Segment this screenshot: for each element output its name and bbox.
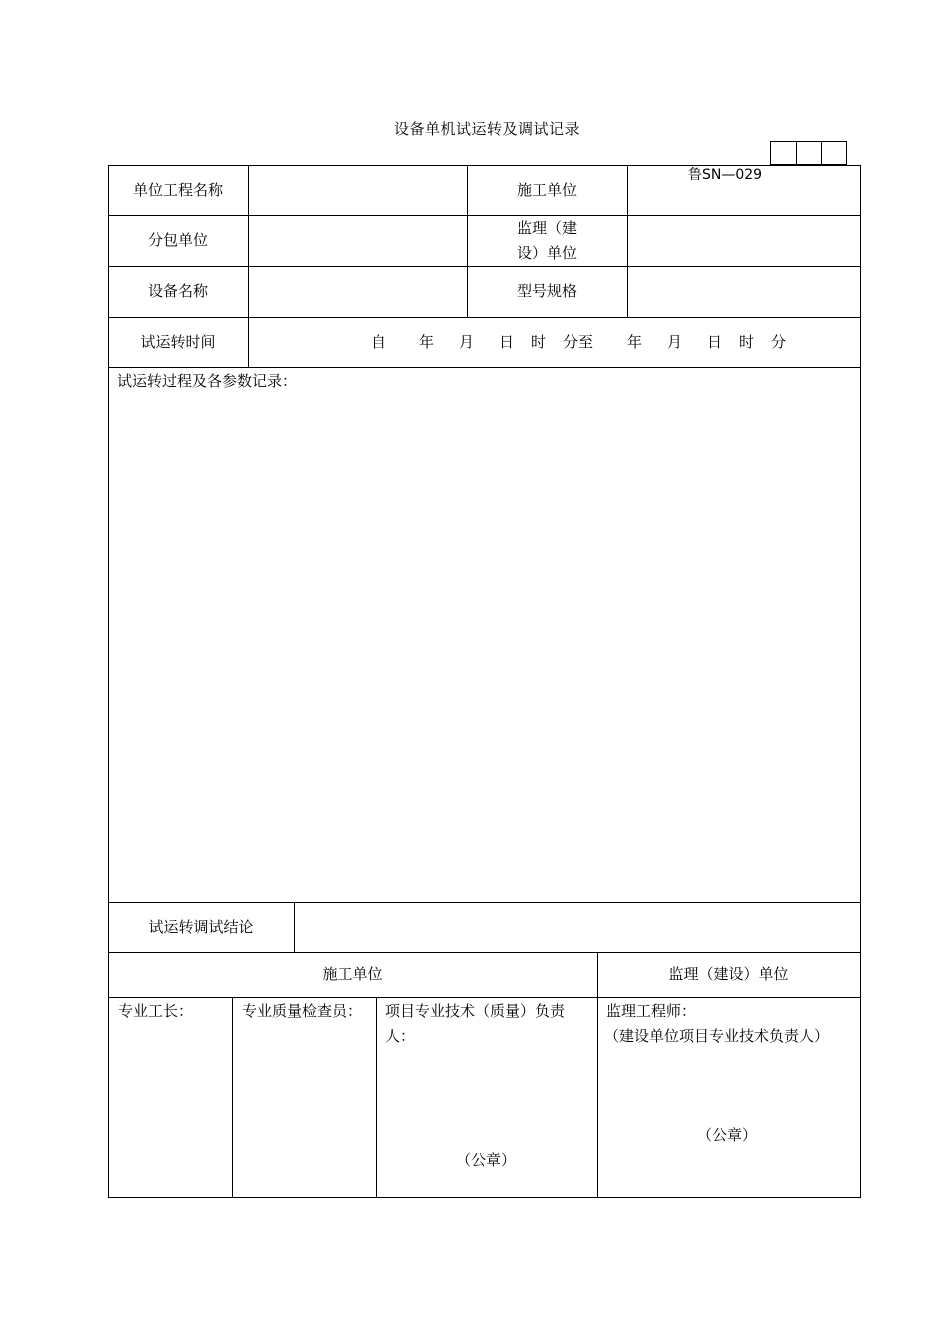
time-year-start: 年 [419,333,435,351]
subcontractor-field[interactable] [249,216,467,266]
model-spec-label: 型号规格 [516,282,577,300]
seal-right: （公章） [697,1126,758,1144]
process-record-label: 试运转过程及各参数记录： [117,372,298,390]
supervision-unit-label-line1: 监理（建 [516,218,577,237]
process-record-field[interactable] [109,395,860,902]
equipment-name-field[interactable] [249,267,467,317]
time-year-end: 年 [627,333,643,351]
grid-line [108,997,861,998]
time-month-start: 月 [459,333,475,351]
time-from: 自 [371,333,387,351]
supervision-unit-label [467,215,627,266]
subcontractor-label: 分包单位 [147,231,208,249]
form-code: 鲁SN—029 [688,167,763,183]
tech-lead-signature-line1[interactable]: 项目专业技术（质量）负责 [385,1002,566,1020]
conclusion-label: 试运转调试结论 [148,917,254,936]
supervision-unit-label-line2: 设）单位 [516,243,577,262]
archive-number-box-2 [796,141,822,165]
unit-project-name-label: 单位工程名称 [132,180,223,199]
model-spec-field[interactable] [628,267,860,317]
equipment-name-label: 设备名称 [147,282,208,300]
conclusion-field[interactable] [295,903,860,952]
grid-line [232,997,233,1197]
grid-line [860,165,861,1198]
grid-line [108,367,861,368]
foreman-signature[interactable]: 专业工长： [118,1002,194,1020]
time-hour-start: 时 [531,333,547,351]
supervision-unit-header: 监理（建设）单位 [668,965,789,983]
time-minute-to: 分至 [563,333,594,351]
quality-inspector-signature[interactable]: 专业质量检查员： [242,1002,363,1020]
time-day-end: 日 [707,333,723,351]
construction-unit-label: 施工单位 [516,180,577,199]
construction-unit-header: 施工单位 [322,965,383,983]
grid-line [376,997,377,1197]
time-hour-end: 时 [739,333,755,351]
unit-project-name-field[interactable] [249,166,467,215]
supervision-engineer-signature[interactable]: 监理工程师： [606,1002,697,1020]
owner-tech-lead-signature: （建设单位项目专业技术负责人） [604,1027,830,1045]
time-day-start: 日 [499,333,515,351]
page-title: 设备单机试运转及调试记录 [393,120,580,138]
time-minute-end: 分 [771,333,787,351]
trial-run-time-label: 试运转时间 [140,332,216,351]
tech-lead-signature-line2: 人： [385,1027,416,1045]
construction-unit-field[interactable] [628,166,860,215]
archive-number-box-1 [770,141,797,165]
supervision-unit-field[interactable] [628,216,860,266]
seal-left: （公章） [456,1151,517,1169]
grid-line [108,1197,861,1198]
time-month-end: 月 [667,333,683,351]
archive-number-box-3 [821,141,847,165]
